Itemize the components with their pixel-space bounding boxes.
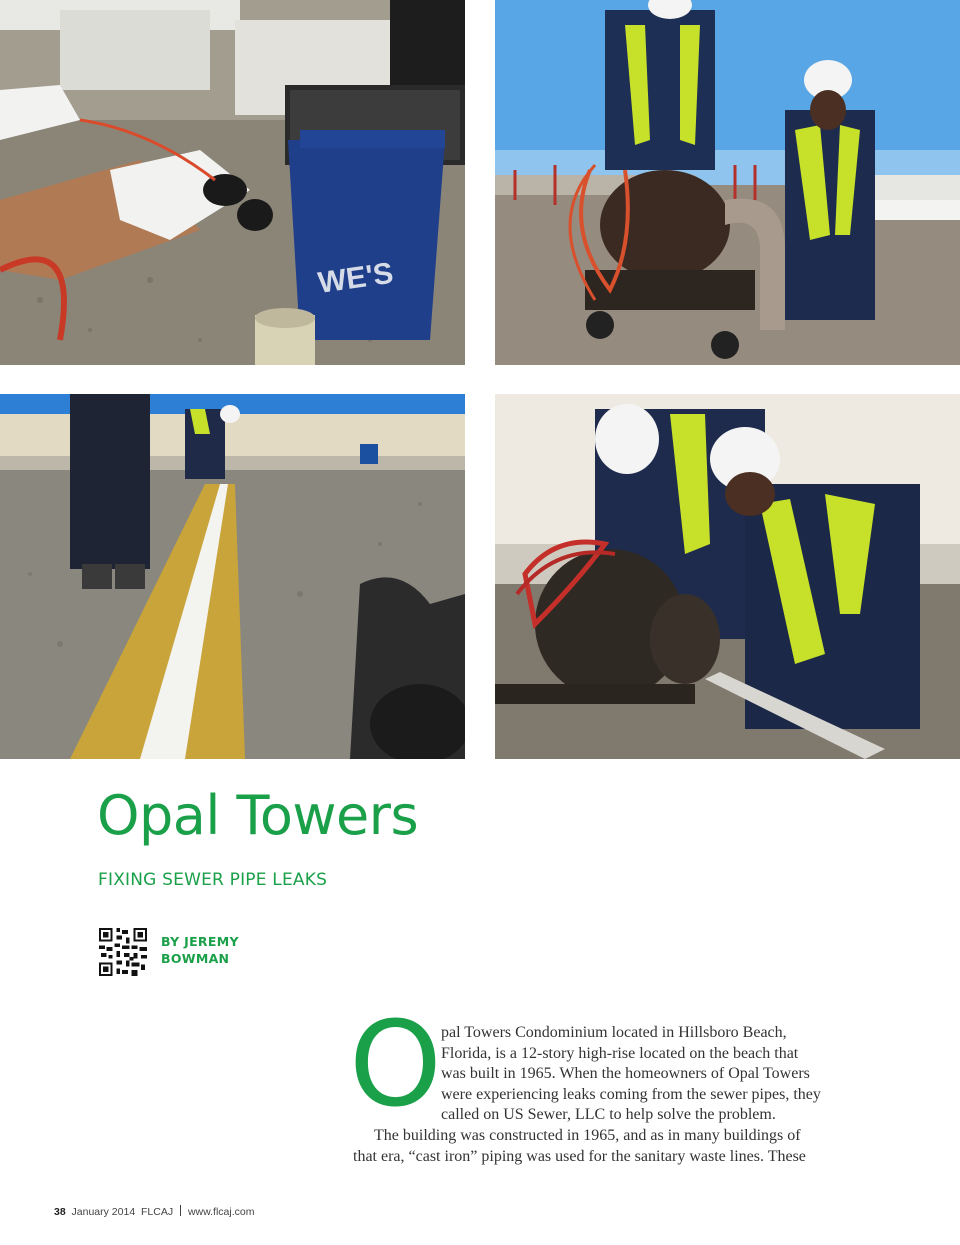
publication-name: FLCAJ bbox=[141, 1206, 174, 1218]
photo-rooftop-liner-strip bbox=[0, 394, 465, 759]
body-line: pal Towers Condominium located in Hillsboro Beach, bbox=[441, 1024, 787, 1041]
byline-line-2: BOWMAN bbox=[161, 951, 230, 966]
body-line: Florida, is a 12-story high-rise located on the beach that bbox=[441, 1044, 799, 1062]
footer-divider bbox=[180, 1205, 181, 1216]
qr-code-icon[interactable] bbox=[99, 928, 147, 976]
website-link[interactable]: www.flcaj.com bbox=[187, 1206, 255, 1218]
issue-date: January 2014 bbox=[71, 1206, 136, 1218]
drop-cap: O bbox=[349, 995, 442, 1133]
page-number: 38 bbox=[54, 1206, 66, 1218]
body-line: were experiencing leaks coming from the sewer pipes, they bbox=[441, 1085, 821, 1103]
body-line: was built in 1965. When the homeowners of Opal Towers bbox=[441, 1065, 810, 1083]
article-byline bbox=[161, 933, 239, 967]
photo-gloved-hands-equipment bbox=[0, 0, 465, 365]
article-subtitle: FIXING SEWER PIPE LEAKS bbox=[98, 870, 328, 890]
byline-line-1: BY JEREMY bbox=[161, 934, 239, 949]
svg-text:WE'S: WE'S bbox=[315, 256, 396, 300]
page-footer bbox=[54, 1205, 254, 1218]
article-body bbox=[353, 1023, 873, 1167]
article-title: Opal Towers bbox=[97, 784, 419, 847]
body-line: The building was constructed in 1965, and as in many buildings of bbox=[374, 1126, 801, 1144]
photo-workers-feeding-liner bbox=[495, 394, 960, 759]
body-line: called on US Sewer, LLC to help solve the problem. bbox=[441, 1106, 776, 1124]
photo-workers-drum-machine bbox=[495, 0, 960, 365]
body-line: that era, “cast iron” piping was used for the sanitary waste lines. These bbox=[353, 1147, 806, 1165]
